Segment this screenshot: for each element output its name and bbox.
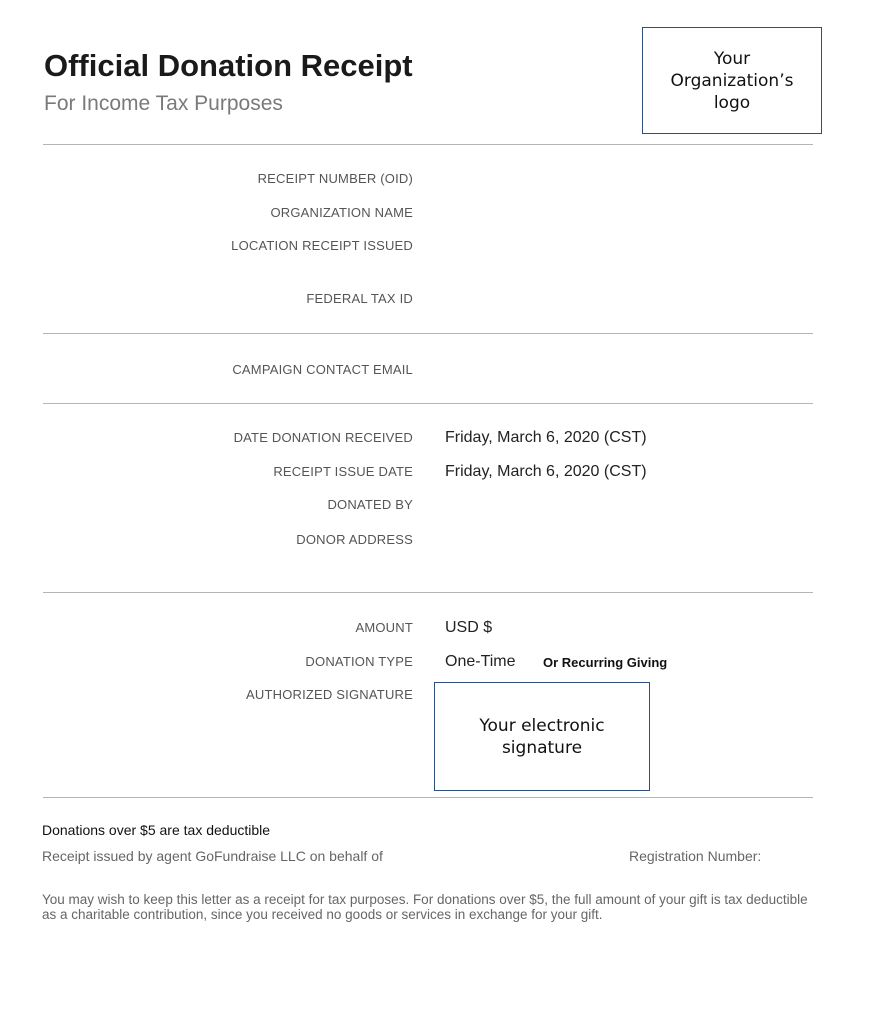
date-received-value: Friday, March 6, 2020 (CST) (445, 429, 647, 446)
donor-address-label: DONOR ADDRESS (296, 532, 413, 547)
organization-name-label: ORGANIZATION NAME (270, 205, 413, 220)
divider (43, 592, 813, 593)
divider (43, 403, 813, 404)
amount-value: USD $ (445, 619, 493, 636)
amount-label: AMOUNT (355, 620, 413, 635)
signature-label: AUTHORIZED SIGNATURE (246, 687, 413, 702)
donated-by-label: DONATED BY (327, 497, 413, 512)
issue-date-label: RECEIPT ISSUE DATE (273, 464, 413, 479)
recurring-giving-note: Or Recurring Giving (543, 655, 668, 670)
donation-type-value: One-Time (445, 653, 516, 670)
signature-placeholder-text: Your electronic signature (479, 715, 605, 758)
campaign-email-label: CAMPAIGN CONTACT EMAIL (232, 362, 413, 377)
federal-tax-id-label: FEDERAL TAX ID (306, 291, 413, 306)
divider (43, 144, 813, 145)
logo-placeholder-text: Your Organization’s logo (670, 48, 794, 113)
divider (43, 797, 813, 798)
tax-deductible-note: Donations over $5 are tax deductible (42, 822, 271, 838)
location-issued-label: LOCATION RECEIPT ISSUED (231, 238, 413, 253)
issue-date-value: Friday, March 6, 2020 (CST) (445, 463, 647, 480)
page-title: Official Donation Receipt (44, 48, 413, 83)
date-received-label: DATE DONATION RECEIVED (233, 430, 413, 445)
logo-placeholder (642, 27, 822, 134)
tax-info-paragraph: You may wish to keep this letter as a receipt for tax purposes. For donations over $5, the full amount of your gift is tax deductible as a charitable contribution, since you received no goods or services in exchange for your gift. (42, 892, 808, 922)
registration-number-label: Registration Number: (629, 848, 762, 864)
donation-type-label: DONATION TYPE (305, 654, 413, 669)
divider (43, 333, 813, 334)
page-subtitle: For Income Tax Purposes (44, 92, 283, 115)
receipt-number-label: RECEIPT NUMBER (OID) (257, 171, 413, 186)
signature-placeholder (434, 682, 650, 791)
issued-by-text: Receipt issued by agent GoFundraise LLC on behalf of (42, 848, 383, 864)
